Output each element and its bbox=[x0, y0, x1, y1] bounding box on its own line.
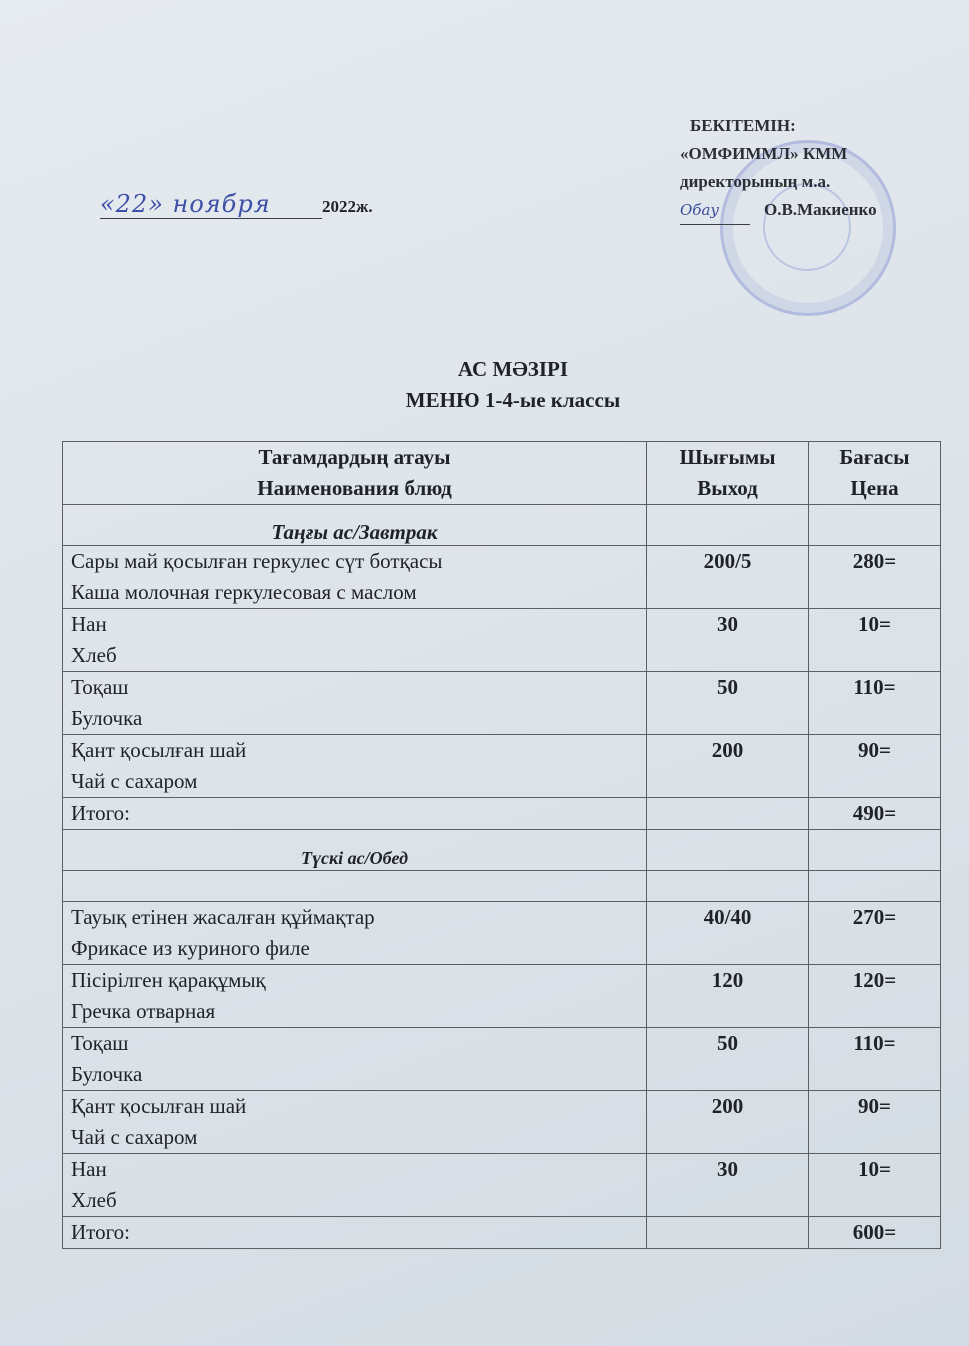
table-row bbox=[63, 1028, 941, 1091]
table-row bbox=[63, 735, 941, 798]
dish-price: 270= bbox=[809, 902, 941, 965]
signature-line bbox=[680, 196, 960, 225]
dish-name-ru: Чай с сахаром bbox=[71, 1125, 198, 1149]
dish-output: 200/5 bbox=[647, 546, 809, 609]
page-subtitle: МЕНЮ 1-4-ые классы bbox=[405, 388, 621, 412]
table-row bbox=[63, 609, 941, 672]
empty-row bbox=[63, 871, 941, 902]
dish-name-kz: Қант қосылған шай bbox=[71, 1094, 247, 1118]
dish-name-ru: Чай с сахаром bbox=[71, 769, 198, 793]
section-row-breakfast bbox=[63, 505, 941, 546]
dish-name-kz: Қант қосылған шай bbox=[71, 738, 247, 762]
table-row bbox=[63, 965, 941, 1028]
dish-name-ru: Хлеб bbox=[71, 643, 117, 667]
total-label: Итого: bbox=[63, 798, 647, 830]
dish-name-kz: Нан bbox=[71, 612, 107, 636]
dish-name-ru: Гречка отварная bbox=[71, 999, 216, 1023]
approver-name: О.В.Макиенко bbox=[764, 200, 877, 219]
dish-output: 200 bbox=[647, 735, 809, 798]
total-label: Итого: bbox=[63, 1217, 647, 1249]
dish-name-ru: Хлеб bbox=[71, 1188, 117, 1212]
table-row bbox=[63, 672, 941, 735]
table-row bbox=[63, 1091, 941, 1154]
approval-title: БЕКІТЕМІН: bbox=[690, 116, 796, 135]
section-title: Таңғы ас/Завтрак bbox=[63, 505, 647, 546]
dish-output: 50 bbox=[647, 1028, 809, 1091]
dish-output: 30 bbox=[647, 1154, 809, 1217]
dish-name-kz: Тоқаш bbox=[71, 1031, 129, 1055]
total-row-breakfast bbox=[63, 798, 941, 830]
dish-price: 10= bbox=[809, 609, 941, 672]
section-row-lunch bbox=[63, 830, 941, 871]
approval-position: директорының м.а. bbox=[680, 172, 831, 191]
date-handwritten: «22» ноября bbox=[100, 190, 322, 219]
dish-price: 10= bbox=[809, 1154, 941, 1217]
dish-output: 40/40 bbox=[647, 902, 809, 965]
dish-price: 90= bbox=[809, 735, 941, 798]
menu-table bbox=[62, 441, 941, 1249]
table-row bbox=[63, 1154, 941, 1217]
table-header bbox=[63, 442, 941, 505]
dish-name-ru: Булочка bbox=[71, 706, 143, 730]
table-row bbox=[63, 546, 941, 609]
date-year: 2022ж. bbox=[322, 197, 373, 216]
dish-output: 200 bbox=[647, 1091, 809, 1154]
dish-name-kz: Сары май қосылған геркулес сүт ботқасы bbox=[71, 549, 443, 573]
dish-price: 280= bbox=[809, 546, 941, 609]
total-value: 490= bbox=[809, 798, 941, 830]
header-price: Бағасы Цена bbox=[809, 442, 941, 505]
dish-price: 110= bbox=[809, 672, 941, 735]
dish-name-ru: Булочка bbox=[71, 1062, 143, 1086]
dish-name-kz: Тауық етінен жасалған құймақтар bbox=[71, 905, 375, 929]
dish-price: 120= bbox=[809, 965, 941, 1028]
section-title: Түскі ас/Обед bbox=[63, 830, 647, 871]
dish-output: 30 bbox=[647, 609, 809, 672]
approval-block bbox=[680, 112, 960, 225]
table-row bbox=[63, 902, 941, 965]
dish-output: 50 bbox=[647, 672, 809, 735]
approval-date bbox=[100, 190, 373, 219]
header-output: Шығымы Выход bbox=[647, 442, 809, 505]
dish-output: 120 bbox=[647, 965, 809, 1028]
dish-name-kz: Тоқаш bbox=[71, 675, 129, 699]
dish-name-kz: Нан bbox=[71, 1157, 107, 1181]
page-title: АС МӘЗІРІ bbox=[457, 357, 569, 381]
dish-name-ru: Фрикасе из куриного филе bbox=[71, 936, 310, 960]
total-value: 600= bbox=[809, 1217, 941, 1249]
dish-price: 110= bbox=[809, 1028, 941, 1091]
approval-org: «ОМФИММЛ» КММ bbox=[680, 144, 848, 163]
dish-name-ru: Каша молочная геркулесовая с маслом bbox=[71, 580, 417, 604]
dish-price: 90= bbox=[809, 1091, 941, 1154]
signature: Обау bbox=[680, 196, 750, 225]
header-name: Тағамдардың атауы Наименования блюд bbox=[63, 442, 647, 505]
total-row-lunch bbox=[63, 1217, 941, 1249]
dish-name-kz: Пісірілген қарақұмық bbox=[71, 968, 266, 992]
